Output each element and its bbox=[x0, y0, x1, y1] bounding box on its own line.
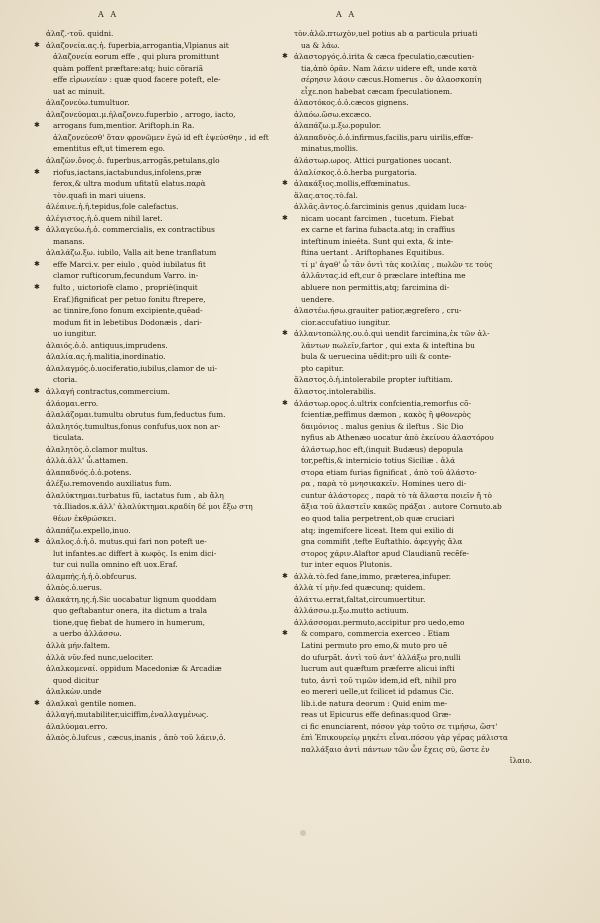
text-line: eo quod talia perpetrent,ob quæ cruciari bbox=[301, 513, 455, 523]
text-line: ἀλλάσσω.μ.ξω.mutto actiuum. bbox=[294, 606, 409, 616]
text-line: manans. bbox=[53, 236, 85, 246]
text-line: ex carne et farina fubacta.atq; in craffius bbox=[301, 225, 455, 235]
text-line: fcientiæ,peffimus dæmon , κακὸς ἢ φθονερὸς bbox=[301, 410, 471, 420]
text-line: modum fit in lebetibus Dodonæis , dari- bbox=[53, 317, 202, 327]
text-line: minatus,mollis. bbox=[301, 144, 359, 154]
text-line: τὰ.Iliados.κ.ἀλλ' ἀλαλύκτημαι.κραδίη δέ μοι ἔξω στη bbox=[53, 502, 253, 512]
text-line: tia,ἀπὸ ὁρᾶν. Nam λάειν uidere eft, unde κατὰ bbox=[301, 63, 478, 73]
text-line: ἀλάττω.errat,faltat,circumuertitur. bbox=[294, 594, 426, 604]
text-line: ἀλαλίσκος.ὁ.ὁ.herba purgatoria. bbox=[294, 167, 417, 177]
text-line: ✱ ἀλαλος.ὁ.ἡ.ὁ. mutus.qui fari non poteft ue- bbox=[46, 536, 284, 548]
text-line: lut infantes.ac differt à κωφὸς. Is enim dici- bbox=[53, 548, 217, 558]
text-line: ἀλαπαδνός.ὁ.ὁ.potens. bbox=[46, 467, 132, 477]
text-line: uat ac minuit. bbox=[53, 86, 105, 96]
text-line: nyfius ab Athenæo uocatur ἀπὸ ἐκείνου ἀλαστόρου bbox=[301, 433, 494, 443]
text-line: ἀλαλκὼν.unde bbox=[46, 687, 102, 697]
text-line: ἀλαλαγμός.ὁ.uociferatio,iubilus,clamor de ui- bbox=[46, 363, 217, 373]
text-line: ctoria. bbox=[53, 375, 78, 385]
text-line: ticulata. bbox=[53, 433, 84, 443]
text-line: abluere non permittis,atq; farcimina di- bbox=[301, 283, 450, 293]
text-line: ἀλαπάζω.expello,inuo. bbox=[46, 525, 131, 535]
text-line: εἶχε.non habebat cæcam fpeculationem. bbox=[301, 86, 453, 96]
text-line: ἀλέαινε.ἡ.ἡ.tepidus,fole calefactus. bbox=[46, 202, 179, 212]
text-line: ἄξια τοῦ ἀλαστεῖν κακῶς πράξαι . autore Cornuto.ab bbox=[301, 502, 502, 512]
text-line: ἴλαιο. bbox=[509, 756, 532, 766]
paper-stain bbox=[300, 830, 306, 836]
text-line: ἀλλὰ νῦν.fed nunc,uelociter. bbox=[46, 652, 154, 662]
text-line: ἀλαζ.-τοῦ. quidni. bbox=[46, 29, 114, 38]
text-line: ἀλαλύκτημαι.turbatus fũ, iactatus fum , ab ἄλη bbox=[46, 490, 224, 500]
text-line: ἀλλᾶντας.id eft,cur ô præclare inteftina me bbox=[301, 271, 466, 281]
text-line: τί μ' ἀγαθ' ὦ τᾶν ὁντὶ τὰς κοιλίας , πωλῶν τε τοὺς bbox=[301, 259, 493, 269]
text-line: eo mereri uelle,ut fcilicet id pdamus Cic. bbox=[301, 687, 454, 697]
text-line: ἀλαλητός.tumultus,fonus confufus,uox non ar- bbox=[46, 421, 221, 431]
text-line: a uerbo ἀλλάσσω. bbox=[53, 629, 122, 639]
text-line: ✱ & comparo, commercia exerceo . Etiam bbox=[294, 628, 532, 640]
text-line: ✱ nicam uocant farcimen , tucetum. Fiebat bbox=[294, 213, 532, 225]
text-line: ἀλέξω.removendo auxiliatus fum. bbox=[46, 479, 172, 489]
text-line: ἀλλαγή.mutabiliter,uiciffim,ἐναλλαγμένως. bbox=[46, 710, 209, 720]
text-line: tione,quę fiebat de humero in humerum, bbox=[53, 617, 205, 627]
text-line: ἀλαλητὸς.ὁ.clamor multus. bbox=[46, 444, 148, 454]
text-line: ✱ ἀλαστοργός.ὁ.irita & cæca fpeculatio,cæcutien- bbox=[294, 51, 532, 63]
text-line: ἀλαὸς.ὁ.uerus. bbox=[46, 583, 102, 593]
right-column bbox=[294, 28, 532, 767]
text-line: quàm poffent præftare:atq; huic cõrariã bbox=[53, 63, 204, 73]
text-line: quod dicitur bbox=[53, 675, 99, 685]
text-line: ✱ ἀλακάτη.ης.ἡ.Sic uocabatur lignum quoddam bbox=[46, 594, 284, 606]
text-line: παλλάξαιο ἀντὶ πάντων τῶν ὧν ἔχεις σύ, ὥστε ἐν bbox=[301, 744, 490, 754]
text-line: ἀλαιός.ὁ.ὁ. antiquus,imprudens. bbox=[46, 340, 168, 350]
text-line: ἀλλᾶς.ᾶντος.ὁ.farciminis genus ,quidam luca- bbox=[294, 202, 467, 212]
text-line: uo iungitur. bbox=[53, 329, 97, 339]
text-line: ✱ riofus,iactans,iactabundus,infolens,præ bbox=[46, 167, 284, 179]
text-line: ✱ ἀλαλκαὶ gentile nomen. bbox=[46, 698, 284, 710]
text-line: atq; ingemifcere liceat. Item qui exilio di bbox=[301, 525, 454, 535]
text-line: ἀλαλκομεναί. oppidum Macedoniæ & Arcadiæ bbox=[46, 664, 222, 674]
text-line: Latini permuto pro emo,& muto pro uẽ bbox=[301, 640, 448, 650]
text-line: ἀλαζονεία eorum effe , qui plura promittunt bbox=[53, 52, 220, 62]
text-line: tur inter equos Plutonis. bbox=[301, 560, 393, 570]
text-line: ἀλαόω.ὤσω.excæco. bbox=[294, 109, 372, 119]
text-line: τὸν.quafi in mari uiuens. bbox=[53, 190, 146, 200]
text-line: uendere. bbox=[301, 294, 335, 304]
text-line: tuto, ἀντὶ τοῦ τιμῶν idem,id eft, nihil pro bbox=[301, 675, 457, 685]
text-line: ἀλάστωρ,hoc eft,(inquit Budæus) depopula bbox=[301, 444, 464, 454]
text-line: ἀλαζονεύομαι.μ.ἠλαζονευ.fuperbio , arrogo, iacto, bbox=[46, 109, 236, 119]
text-line: ✱ ἀλλαντοπώλης.ου.ὁ.qui uendit farcimina,ἐκ τῶν ἀλ- bbox=[294, 328, 532, 340]
text-line: ἄλαστος.ὁ.ἡ.intolerabile propter iuftitiam. bbox=[294, 375, 453, 385]
text-line: ἀλαλάζω.ξω. iubilo, Valla ait bene tranflatum bbox=[46, 248, 217, 258]
text-line: ✱ ἀλλαγεύω.ἡ.ὁ. commercialis, ex contractibus bbox=[46, 224, 284, 236]
text-line: pto capitur. bbox=[301, 363, 344, 373]
text-line: lucrum aut quæftum præferre alicui infti bbox=[301, 664, 455, 674]
text-line: ἀλάστωρ.ωρος. Attici purgationes uocant. bbox=[294, 156, 452, 166]
text-line: ἀλαστέω.ήσω.grauiter patior,ægrefero , cru- bbox=[294, 306, 462, 316]
text-line: λάντων πωλεῖν,fartor , qui exta & inteftina bu bbox=[301, 340, 475, 350]
text-line: ρα , παρὰ τὸ μνησικακεῖν. Homines uero di- bbox=[301, 479, 467, 489]
text-line: ἀλλάσσομαι.permuto,accipitur pro uedo,emo bbox=[294, 617, 465, 627]
text-line: ἀλέγιστος.ἡ.ὁ.quem nihil laret. bbox=[46, 213, 163, 223]
text-line: reas ut Epicurus effe definas:quod Græ- bbox=[301, 710, 452, 720]
header-right: A A bbox=[336, 10, 357, 19]
text-line: bula & ueruecina uẽdit:pro uili & conte- bbox=[301, 352, 452, 362]
text-line: ✱ ἀλάστωρ.ορος.ὁ.ultrix confcientia,remorfus cõ- bbox=[294, 398, 532, 410]
text-line: tur cui nulla omnino eft uox.Eraf. bbox=[53, 560, 178, 570]
text-line: δαιμόνιος . malus genius & ileftus . Sic Dio bbox=[301, 421, 464, 431]
text-line: ✱ arrogans fum,mentior. Ariftoph.in Ra. bbox=[46, 120, 284, 132]
text-line: ἀλαλάζομαι.tumultu obrutus fum,feductus fum. bbox=[46, 410, 226, 420]
text-line: ἀλαμπής.ἡ.ἡ.ὁ.obfcurus. bbox=[46, 571, 137, 581]
text-line: ✱ fulto , uictoriofè clamo , propriè(inquit bbox=[46, 282, 284, 294]
text-line: ua & λάω. bbox=[301, 40, 340, 50]
text-line: ἀλαὸς.ὁ.lufcus , cæcus,inanis , ἀπὸ τοῦ λάειν,ὁ. bbox=[46, 733, 226, 743]
left-column bbox=[46, 28, 284, 744]
text-line: ✱ ἀλλὰ.τὸ.fed fane,immo, præterea,infuper. bbox=[294, 571, 532, 583]
text-line: στορος χάριν.Alaftor apud Claudianũ recẽfe- bbox=[301, 548, 470, 558]
text-line: ferox,& ultra modum ufitatũ elatus.παρὰ bbox=[53, 179, 206, 189]
text-line: lib.i.de natura deorum : Quid enim me- bbox=[301, 698, 448, 708]
text-line: ✱ effe Marci.v. per eiulo , quòd iubilatus fit bbox=[46, 259, 284, 271]
text-line: ἀλάομαι.erro. bbox=[46, 398, 99, 408]
text-line: ci fic enunciarent, πόσον γὰρ τοῦτο σε τιμήσω, ὥστ' bbox=[301, 721, 498, 731]
text-line: στορα etiam furias fignificat , ἀπὸ τοῦ ἀλάστο- bbox=[301, 467, 477, 477]
text-line: ἀλαλύομαι.erro. bbox=[46, 721, 108, 731]
text-line: clamor rufticorum,fecundum Varro. in- bbox=[53, 271, 199, 281]
text-line: ἅλας.ατος.τὸ.fal. bbox=[294, 190, 358, 200]
text-line: cior.accufatiuo iungitur. bbox=[301, 317, 391, 327]
text-line: ἀλαπαδνὸς.ὁ.ὁ.infirmus,facilis,paru uirilis,effœ- bbox=[294, 132, 474, 142]
text-line: cuntur ἀλάστορες , παρὰ τὸ τὰ ἄλαστα ποιεῖν ἤ τὸ bbox=[301, 490, 492, 500]
text-line: tor,peftis,& internicio totius Siciliæ . ἀλά bbox=[301, 456, 456, 466]
text-line: ἄλαστος.intolerabilis. bbox=[294, 386, 376, 396]
text-line: ἀλλὰ.ἀλλ' ὦ.attamen. bbox=[46, 456, 129, 466]
text-line: ementitus eft,ut timerem ego. bbox=[53, 144, 165, 154]
text-line: ftina uertant . Ariftophanes Equitibus. bbox=[301, 248, 445, 258]
text-line: ἀλαπάζω.μ.ξω.populor. bbox=[294, 121, 382, 131]
text-line: ✱ ἀλλαγή contractus,commercium. bbox=[46, 386, 284, 398]
text-line: quo geftabantur onera, ita dictum a trala bbox=[53, 606, 208, 616]
text-line: ✱ ἀλαζονεία.ας.ἡ. fuperbia,arrogantia,Vlpianus ait bbox=[46, 40, 284, 52]
text-line: effe εἰρωνείαν : quæ quod facere poteft, ele- bbox=[53, 75, 221, 85]
text-line: ac tinnire,fono fonum excipiente,quẽad- bbox=[53, 306, 203, 316]
text-line: σέρησιν λάοιν cæcus.Homerus . ὅν ἀλαοσκοπίη bbox=[301, 75, 482, 85]
text-line: ἀλαλία.ας.ἡ.malitia,inordinatio. bbox=[46, 352, 166, 362]
text-line: ἀλαοτόκος.ὁ.ὁ.cæcos gignens. bbox=[294, 98, 409, 108]
text-line: ἀλαζονεύεσθ' ὅταν φρονῶμεν ἐγώ id eft ἐψεύσθην , id eft bbox=[53, 132, 269, 142]
text-line: inteftinum inieéta. Sunt qui exta, & inte- bbox=[301, 236, 454, 246]
text-line: gna commifit ,tefte Euftathio. ἀφεγγὴς ἄλα bbox=[301, 537, 463, 547]
text-line: ✱ ἀλακάξιος.mollis,effœminatus. bbox=[294, 178, 532, 190]
header-left: A A bbox=[98, 10, 119, 19]
text-line: ἀλαζὼν.ὄνος.ὁ. fuperbus,arrogãs,petulans,glo bbox=[46, 156, 220, 166]
text-line: ἀλλὰ μήν.faltem. bbox=[46, 640, 110, 650]
text-line: Eraf.)fignificat per petuo fonitu ftrepere, bbox=[53, 294, 206, 304]
text-line: τὸν.ἀλῶ.πτωχὸν,uel potius ab α particula priuati bbox=[294, 29, 478, 38]
text-line: do ufurpãt. ἀντὶ τοῦ ἀντ' ἀλλάξω pro,nulli bbox=[301, 652, 461, 662]
text-line: ἀλλὰ τί μὴν.fed quæcunq; quidem. bbox=[294, 583, 426, 593]
running-header bbox=[0, 10, 600, 24]
text-line: ἐπὶ Ἐπικουρείῳ μηκέτι εἶναι.πόσου γὰρ γέρας μάλιστα bbox=[301, 733, 508, 743]
text-line: ἀλαζονεύω.tumultuor. bbox=[46, 98, 130, 108]
text-line: θέων ἐκθρώσκει. bbox=[53, 513, 117, 523]
